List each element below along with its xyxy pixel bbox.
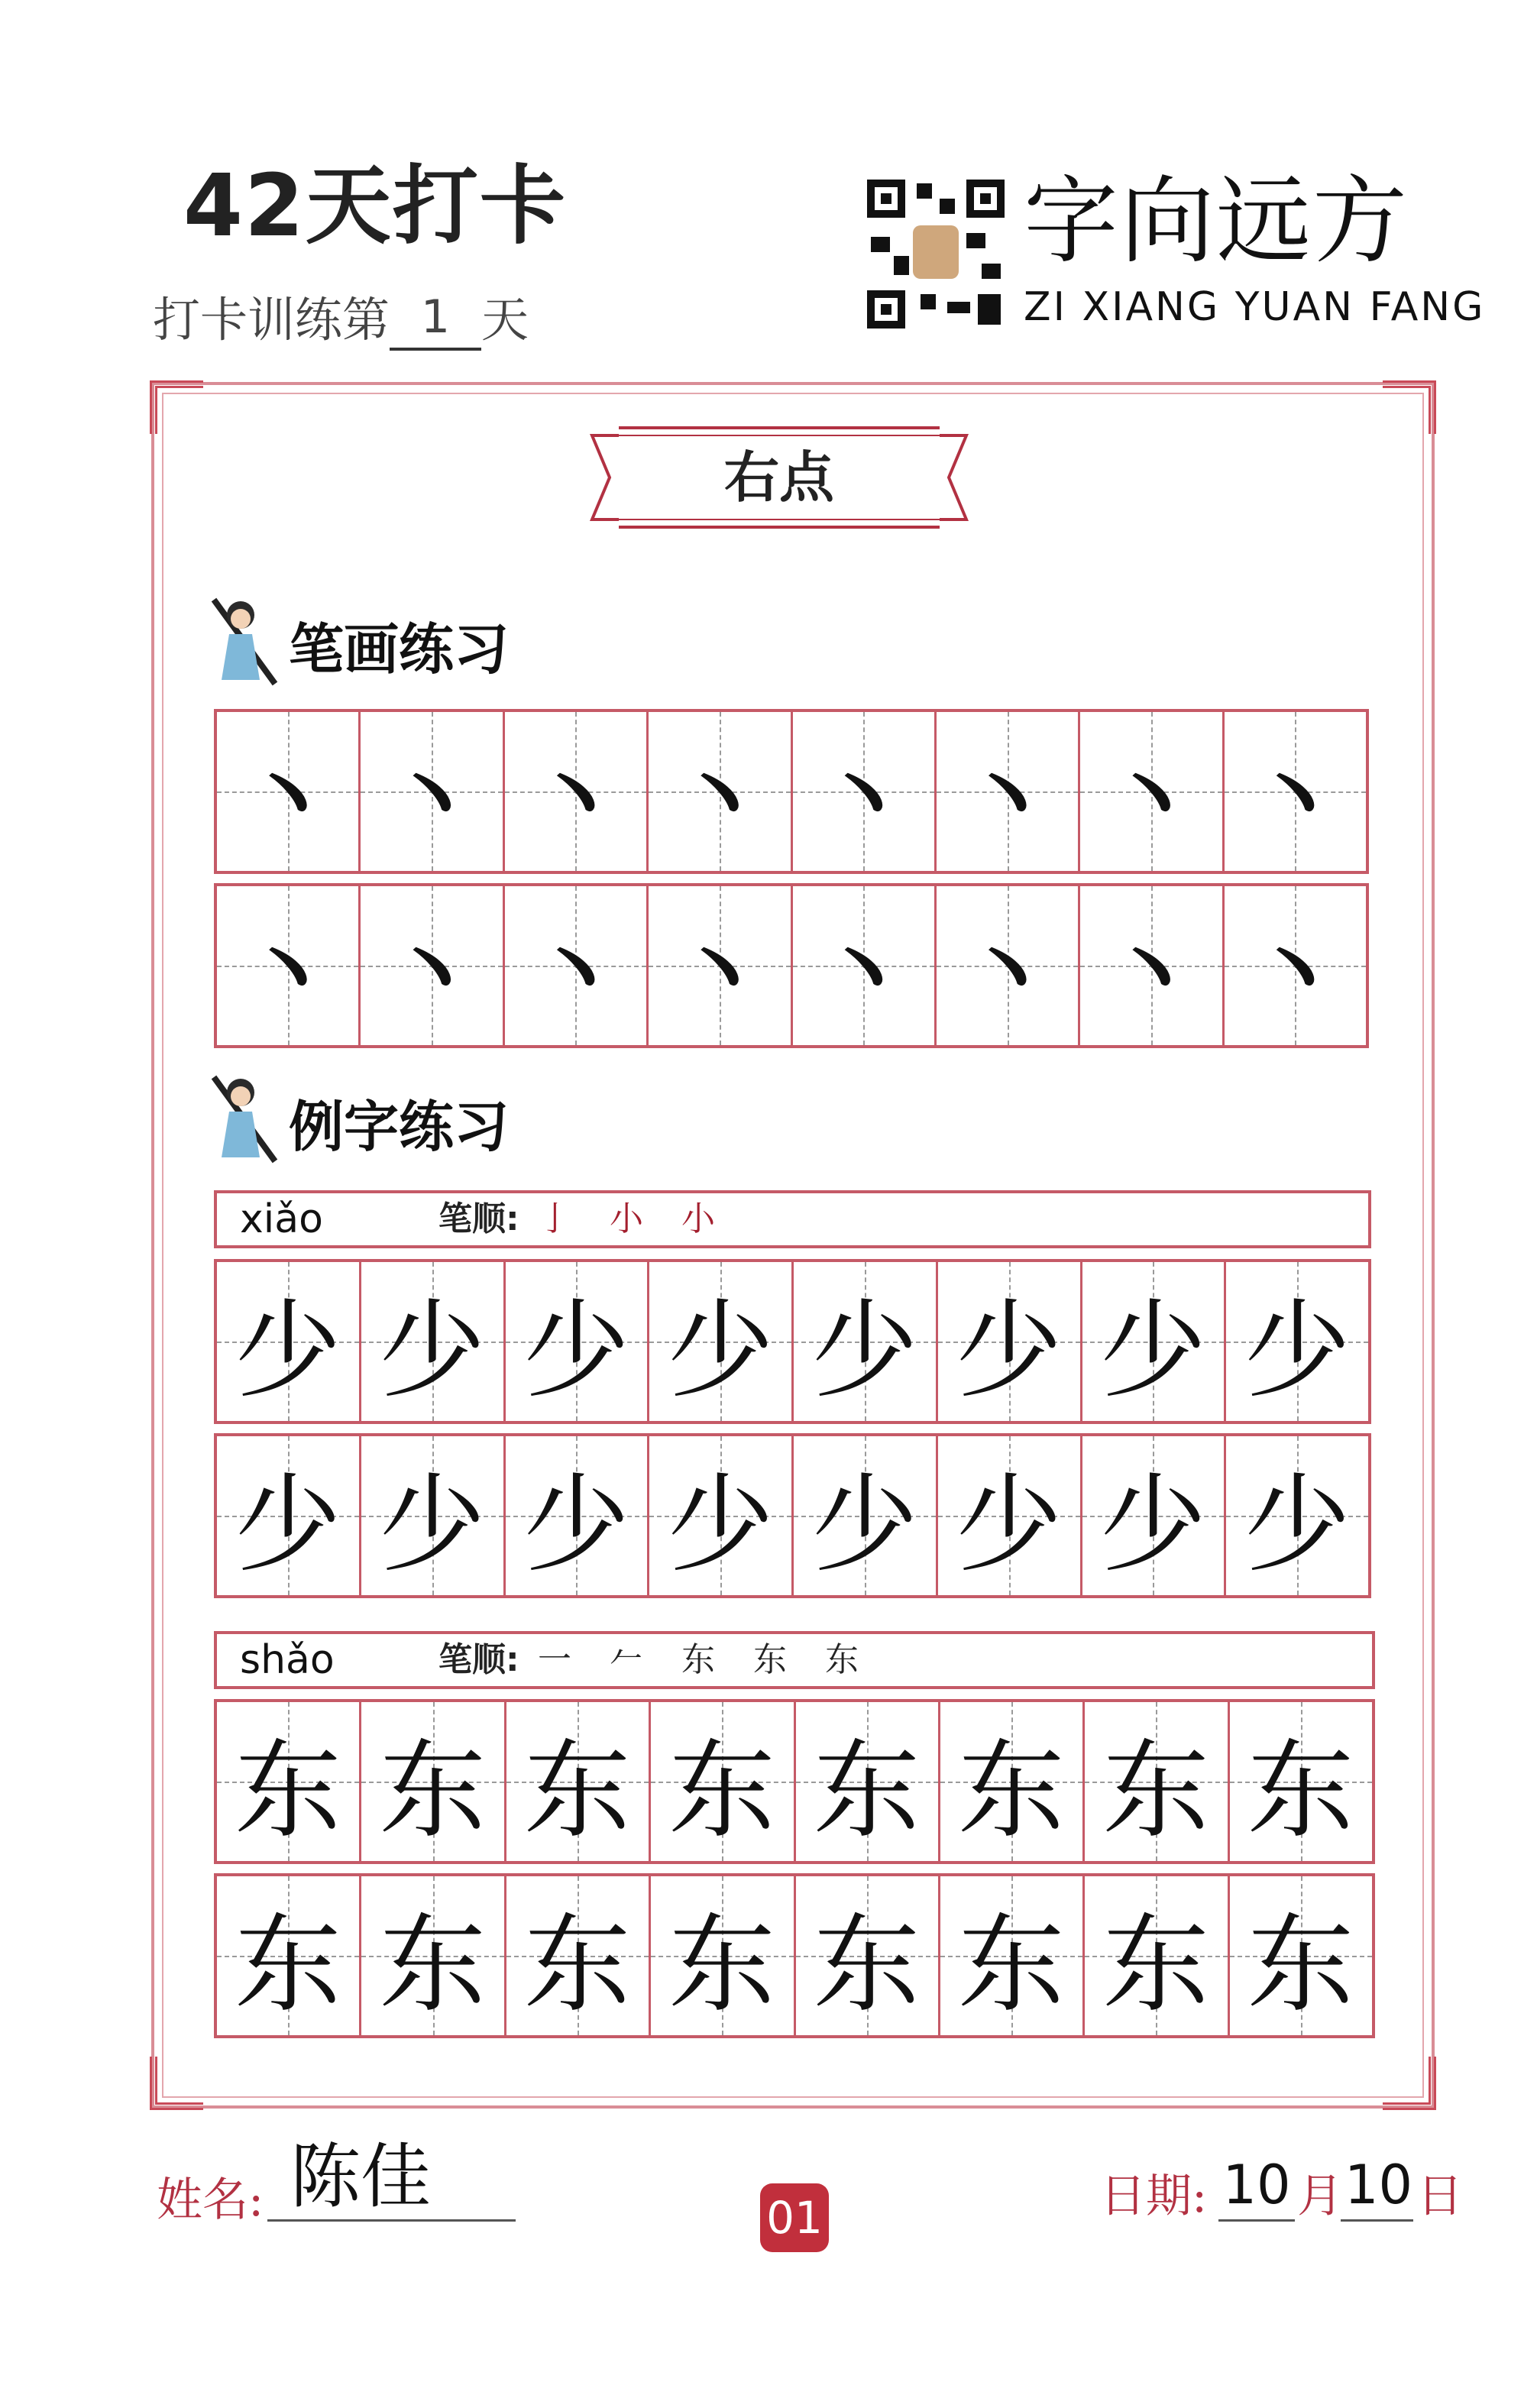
character-glyph: 东 <box>1247 1902 1354 2028</box>
practice-cell[interactable] <box>651 1876 795 2035</box>
checkin-prefix: 打卡训练第 <box>153 292 390 348</box>
character-grid-row <box>214 1433 1371 1598</box>
corner-ornament <box>1383 2057 1436 2110</box>
character-glyph: 东 <box>1102 1728 1210 1853</box>
day-field[interactable]: 10 <box>1344 2154 1413 2216</box>
stroke-glyph: 丶 <box>1105 919 1197 1027</box>
stroke-order-label: 笔顺: <box>438 1640 519 1679</box>
practice-cell[interactable] <box>794 1436 938 1595</box>
practice-cell[interactable] <box>361 886 504 1045</box>
practice-cell[interactable] <box>361 1262 506 1421</box>
practice-cell[interactable] <box>649 1436 794 1595</box>
brand-english: ZI XIANG YUAN FANG <box>1024 284 1486 330</box>
character-info-bar <box>214 1190 1371 1248</box>
practice-cell[interactable] <box>1226 1436 1368 1595</box>
practice-cell[interactable] <box>217 1702 361 1861</box>
practice-cell[interactable] <box>217 1436 361 1595</box>
name-field[interactable]: 陈佳 <box>290 2136 432 2218</box>
stroke-glyph: 丶 <box>961 745 1053 853</box>
character-glyph: 东 <box>523 1728 631 1853</box>
character-glyph: 东 <box>813 1728 921 1853</box>
practice-cell[interactable] <box>1225 712 1366 871</box>
practice-cell[interactable] <box>505 886 649 1045</box>
character-glyph: 少 <box>667 1462 775 1588</box>
character-glyph: 东 <box>668 1902 776 2028</box>
month-underline <box>1218 2219 1295 2222</box>
corner-ornament <box>1383 380 1436 434</box>
pinyin: shǎo <box>240 1637 335 1683</box>
practice-cell[interactable] <box>796 1702 940 1861</box>
stroke-glyph: 丶 <box>673 745 765 853</box>
stroke-order-sequence: 亅 小 小 <box>538 1199 729 1238</box>
page-title: 42天打卡 <box>183 157 567 256</box>
character-glyph: 少 <box>378 1462 486 1588</box>
calligrapher-icon <box>206 1073 283 1165</box>
character-glyph: 少 <box>1099 1288 1207 1413</box>
stroke-glyph: 丶 <box>386 919 478 1027</box>
character-glyph: 少 <box>1099 1462 1207 1588</box>
stroke-glyph: 丶 <box>817 919 910 1027</box>
page-number-badge: 01 <box>760 2183 829 2252</box>
character-glyph: 东 <box>1102 1902 1210 2028</box>
character-glyph: 少 <box>1244 1288 1351 1413</box>
practice-cell[interactable] <box>506 1262 650 1421</box>
stroke-glyph: 丶 <box>961 919 1053 1027</box>
stroke-grid-row <box>214 709 1369 874</box>
practice-cell[interactable] <box>649 1262 794 1421</box>
calligrapher-icon <box>206 596 283 688</box>
example-section-title: 例字练习 <box>289 1095 510 1159</box>
stroke-glyph: 丶 <box>529 745 622 853</box>
stroke-glyph: 丶 <box>1249 745 1341 853</box>
character-glyph: 东 <box>813 1902 921 2028</box>
practice-cell[interactable] <box>1082 1262 1227 1421</box>
practice-cell[interactable] <box>506 1702 651 1861</box>
practice-cell[interactable] <box>1085 1876 1229 2035</box>
practice-cell[interactable] <box>1085 1702 1229 1861</box>
stroke-grid-row <box>214 883 1369 1048</box>
practice-cell[interactable] <box>938 1436 1082 1595</box>
day-unit: 日 <box>1417 2170 1463 2223</box>
practice-cell[interactable] <box>649 712 792 871</box>
checkin-day-field[interactable]: 1 <box>390 286 481 351</box>
practice-cell[interactable] <box>940 1876 1085 2035</box>
character-glyph: 少 <box>378 1288 486 1413</box>
checkin-counter <box>153 286 529 348</box>
corner-ornament <box>150 380 203 434</box>
character-info-bar <box>214 1631 1375 1689</box>
practice-cell[interactable] <box>937 886 1080 1045</box>
practice-cell[interactable] <box>506 1876 651 2035</box>
month-unit: 月 <box>1297 2170 1343 2223</box>
character-grid-row <box>214 1699 1375 1864</box>
practice-cell[interactable] <box>217 886 361 1045</box>
pinyin: xiǎo <box>240 1196 323 1242</box>
character-glyph: 少 <box>811 1462 918 1588</box>
practice-cell[interactable] <box>649 886 792 1045</box>
practice-cell[interactable] <box>1080 886 1224 1045</box>
practice-cell[interactable] <box>1230 1876 1372 2035</box>
character-grid-row <box>214 1873 1375 2038</box>
character-glyph: 少 <box>234 1288 341 1413</box>
stroke-glyph: 丶 <box>817 745 910 853</box>
character-glyph: 少 <box>667 1288 775 1413</box>
practice-cell[interactable] <box>651 1702 795 1861</box>
checkin-suffix: 天 <box>481 292 529 348</box>
practice-cell[interactable] <box>361 1702 506 1861</box>
day-underline <box>1341 2219 1413 2222</box>
stroke-glyph: 丶 <box>1249 919 1341 1027</box>
stroke-order-label: 笔顺: <box>438 1199 519 1238</box>
date-label: 日期: <box>1100 2170 1208 2223</box>
practice-cell[interactable] <box>1082 1436 1227 1595</box>
character-glyph: 少 <box>811 1288 918 1413</box>
character-glyph: 少 <box>523 1462 630 1588</box>
practice-cell[interactable] <box>217 1876 361 2035</box>
practice-cell[interactable] <box>361 1436 506 1595</box>
character-glyph: 少 <box>523 1288 630 1413</box>
qr-code-icon <box>867 180 1005 329</box>
practice-cell[interactable] <box>940 1702 1085 1861</box>
character-glyph: 东 <box>379 1902 487 2028</box>
practice-cell[interactable] <box>1225 886 1366 1045</box>
stroke-section-title: 笔画练习 <box>289 617 510 681</box>
character-glyph: 少 <box>1244 1462 1351 1588</box>
character-grid-row <box>214 1259 1371 1424</box>
corner-ornament <box>150 2057 203 2110</box>
practice-cell[interactable] <box>938 1262 1082 1421</box>
practice-cell[interactable] <box>937 712 1080 871</box>
practice-cell[interactable] <box>796 1876 940 2035</box>
practice-cell[interactable] <box>794 1262 938 1421</box>
stroke-glyph: 丶 <box>241 745 334 853</box>
character-glyph: 东 <box>379 1728 487 1853</box>
character-glyph: 东 <box>235 1728 342 1853</box>
character-glyph: 少 <box>955 1288 1063 1413</box>
practice-cell[interactable] <box>1080 712 1224 871</box>
name-underline <box>267 2219 516 2222</box>
month-field[interactable]: 10 <box>1222 2154 1291 2216</box>
character-glyph: 东 <box>1247 1728 1354 1853</box>
practice-cell[interactable] <box>361 712 504 871</box>
lesson-title: 右点 <box>723 445 834 510</box>
practice-cell[interactable] <box>505 712 649 871</box>
character-glyph: 少 <box>234 1462 341 1588</box>
character-glyph: 少 <box>955 1462 1063 1588</box>
practice-cell[interactable] <box>1226 1262 1368 1421</box>
brand-logo: 字向远方 <box>1024 167 1409 277</box>
stroke-glyph: 丶 <box>386 745 478 853</box>
practice-cell[interactable] <box>793 712 937 871</box>
name-label: 姓名: <box>157 2173 264 2227</box>
stroke-glyph: 丶 <box>1105 745 1197 853</box>
character-glyph: 东 <box>523 1902 631 2028</box>
practice-cell[interactable] <box>793 886 937 1045</box>
stroke-glyph: 丶 <box>673 919 765 1027</box>
practice-cell[interactable] <box>217 712 361 871</box>
character-glyph: 东 <box>958 1728 1066 1853</box>
practice-cell[interactable] <box>506 1436 650 1595</box>
practice-cell[interactable] <box>361 1876 506 2035</box>
stroke-glyph: 丶 <box>241 919 334 1027</box>
character-glyph: 东 <box>668 1728 776 1853</box>
practice-cell[interactable] <box>1230 1702 1372 1861</box>
character-glyph: 东 <box>235 1902 342 2028</box>
stroke-glyph: 丶 <box>529 919 622 1027</box>
practice-cell[interactable] <box>217 1262 361 1421</box>
character-glyph: 东 <box>958 1902 1066 2028</box>
stroke-order-sequence: 一 𠂉 东 东 东 <box>538 1640 872 1679</box>
